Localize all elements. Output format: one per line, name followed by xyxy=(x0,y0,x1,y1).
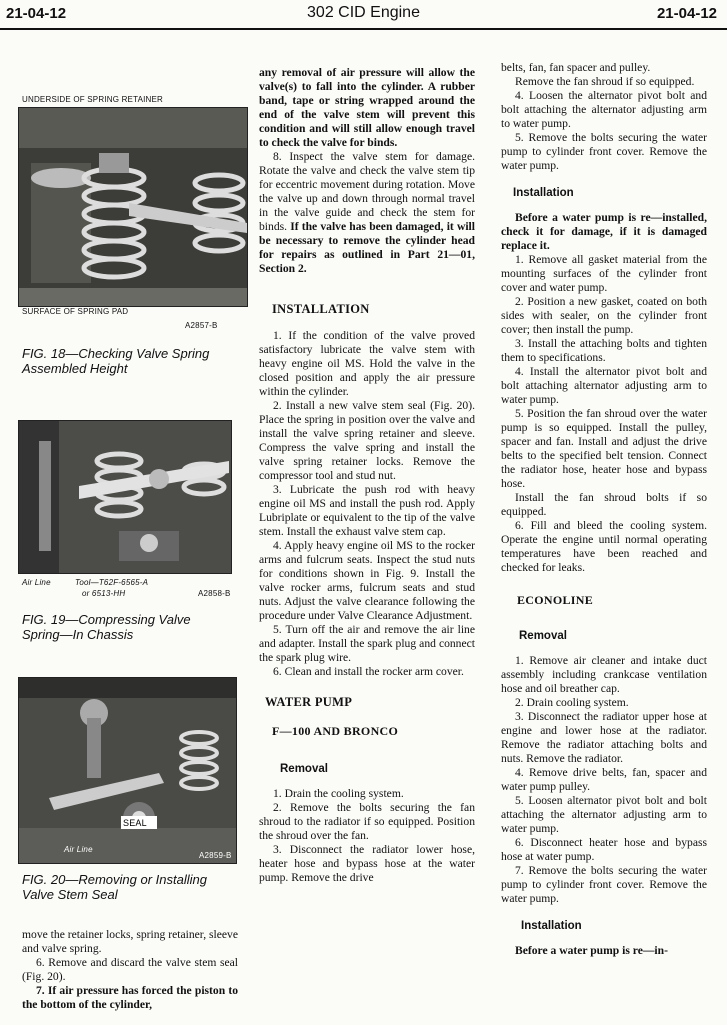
heading-water-pump: WATER PUMP xyxy=(265,695,353,709)
fig18-photo xyxy=(18,107,248,307)
install-step-5: 5. Turn off the air and remove the air line and adapter. Install the spark plug and connect the spark plug wire. xyxy=(259,623,475,664)
econ-step-1: 1. Remove air cleaner and intake duct assembly including crankcase ventilation hose and oil breather cap. xyxy=(501,654,707,695)
page-number-right: 21-04-12 xyxy=(656,5,717,22)
heading-econoline: ECONOLINE xyxy=(517,593,594,607)
removal-step-2: 2. Remove the bolts securing the fan shroud to the radiator if so equipped. Position the shroud over the fan. xyxy=(259,801,475,842)
page-header xyxy=(0,0,727,30)
fig20-photo xyxy=(18,677,237,864)
fig18-label-top: UNDERSIDE OF SPRING RETAINER xyxy=(22,95,164,104)
removal-step-1: 1. Drain the cooling system. xyxy=(273,787,404,800)
page-number-left: 21-04-12 xyxy=(6,5,67,22)
col1-step-7: 7. If air pressure has forced the piston to the bottom of the cylinder, xyxy=(22,984,238,1011)
heading-removal-econoline: Removal xyxy=(519,630,567,642)
econ-step-3: 3. Disconnect the radiator upper hose at engine and lower hose at the radiator. Remove the radiator attaching bolts and nuts. Remove the radiator. xyxy=(501,710,707,765)
install-step-3: 3. Lubricate the push rod with heavy engine oil MS and install the push rod. Apply Lubriplate or equivalent to the tip of the valve stem. Install the exhaust valve stem cap. xyxy=(259,483,475,538)
column-3-text xyxy=(501,61,707,958)
col3-para-1: belts, fan, fan spacer and pulley. xyxy=(501,61,651,74)
install-step-2: 2. Install a new valve stem seal (Fig. 20). Place the spring in position over the valve and install the valve spring retainer and sleeve. Compress the valve spring and install the valve spring retainer locks. Remove the compressor tool and stud nut. xyxy=(259,399,475,482)
column-1-text xyxy=(22,928,238,1012)
fig19-label-airline: Air Line xyxy=(22,578,51,587)
col3-last-line: Before a water pump is re—in- xyxy=(515,944,668,957)
wp-install-step-6: 6. Fill and bleed the cooling system. Operate the engine until normal operating temperatures have been reached and checked for leaks. xyxy=(501,519,707,574)
fig20-code: A2859-B xyxy=(199,851,232,860)
col3-para-2: Remove the fan shroud if so equipped. xyxy=(515,75,695,88)
page-title: 302 CID Engine xyxy=(307,4,420,21)
fig20-label-seal: SEAL xyxy=(123,818,147,828)
wp-install-step-2: 2. Position a new gasket, coated on both sides with sealer, on the cylinder front cover; then install the pump. xyxy=(501,295,707,336)
col3-step-5: 5. Remove the bolts securing the water pump to cylinder front cover. Remove the water pump. xyxy=(501,131,707,172)
col3-warning: Before a water pump is re—installed, check it for damage, if it is damaged replace it. xyxy=(501,211,707,252)
econ-step-2: 2. Drain cooling system. xyxy=(515,696,629,709)
fig19-photo xyxy=(18,420,232,574)
install-step-4: 4. Apply heavy engine oil MS to the rocker arms and fulcrum seats. Inspect the stud nuts for conditions shown in Fig. 9. Install the valve rocker arms, fulcrum seats and stud nuts. Adjust the valve clearance following the procedure under Valve Clearance Adjustment. xyxy=(259,539,475,622)
fig19-caption: FIG. 19—Compressing Valve Spring—In Chassis xyxy=(22,612,191,642)
fig19-label-tool: Tool—T62F-6565-A xyxy=(75,578,149,587)
fig19-label-tool-alt: or 6513-HH xyxy=(82,589,126,598)
heading-removal: Removal xyxy=(280,763,328,775)
heading-f100-bronco: F—100 AND BRONCO xyxy=(272,724,399,738)
col2-warning: any removal of air pressure will allow the valve(s) to fall into the cylinder. A rubber band, tape or string wrapped around the end of the valve stem will prevent this condition and will still allow enough travel to check the valve for binds. xyxy=(259,66,475,149)
heading-installation-econoline: Installation xyxy=(521,920,582,932)
fig18-label-bottom: SURFACE OF SPRING PAD xyxy=(22,307,129,316)
econ-step-7: 7. Remove the bolts securing the water pump to cylinder front cover. Remove the water pump. xyxy=(501,864,707,905)
wp-install-step-4: 4. Install the alternator pivot bolt and bolt attaching alternator adjusting arm to water pump. xyxy=(501,365,707,406)
fig18-caption: FIG. 18—Checking Valve Spring Assembled Height xyxy=(22,346,210,376)
col1-para-1: move the retainer locks, spring retainer, sleeve and valve spring. xyxy=(22,928,238,955)
column-2-text xyxy=(259,66,475,885)
wp-install-step-3: 3. Install the attaching bolts and tighten them to specifications. xyxy=(501,337,707,364)
col2-step-8: 8. Inspect the valve stem for damage. Rotate the valve and check the valve stem tip for eccentric movement during rotation. Move the valve up and down through normal travel in the valve guide and check the stem for binds. If the valve has been damaged, it will be necessary to remove the cylinder head for repairs as outlined in Part 21—01, Section 2. xyxy=(259,150,475,275)
install-step-6: 6. Clean and install the rocker arm cover. xyxy=(273,665,464,678)
fig20-label-airline: Air Line xyxy=(64,845,93,854)
wp-install-step-5: 5. Position the fan shroud over the water pump is so equipped. Install the pulley, spacer and fan. Install and adjust the drive belts to the specified belt tension. Connect the radiator hose, heater hose and bypass hose. xyxy=(501,407,707,490)
heading-installation-wp: Installation xyxy=(513,187,574,199)
heading-installation: INSTALLATION xyxy=(272,302,370,316)
install-step-1: 1. If the condition of the valve proved satisfactory lubricate the valve stem with heavy engine oil MS. Hold the valve in the closed position and apply the air pressure within the cylinder. xyxy=(259,329,475,398)
fig18-code: A2857-B xyxy=(185,321,218,330)
econ-step-4: 4. Remove drive belts, fan, spacer and water pump pulley. xyxy=(501,766,707,793)
econ-step-5: 5. Loosen alternator pivot bolt and bolt attaching the alternator adjusting arm to water pump. xyxy=(501,794,707,835)
wp-install-step-5b: Install the fan shroud bolts if so equipped. xyxy=(501,491,707,518)
econ-step-6: 6. Disconnect heater hose and bypass hose at water pump. xyxy=(501,836,707,863)
col3-step-4: 4. Loosen the alternator pivot bolt and bolt attaching the alternator adjusting arm to water pump. xyxy=(501,89,707,130)
removal-step-3: 3. Disconnect the radiator lower hose, heater hose and bypass hose at the water pump. Remove the drive xyxy=(259,843,475,884)
fig20-caption: FIG. 20—Removing or Installing Valve Stem Seal xyxy=(22,872,207,902)
col1-step-6: 6. Remove and discard the valve stem seal (Fig. 20). xyxy=(22,956,238,983)
wp-install-step-1: 1. Remove all gasket material from the mounting surfaces of the cylinder front cover and water pump. xyxy=(501,253,707,294)
fig19-code: A2858-B xyxy=(198,589,231,598)
